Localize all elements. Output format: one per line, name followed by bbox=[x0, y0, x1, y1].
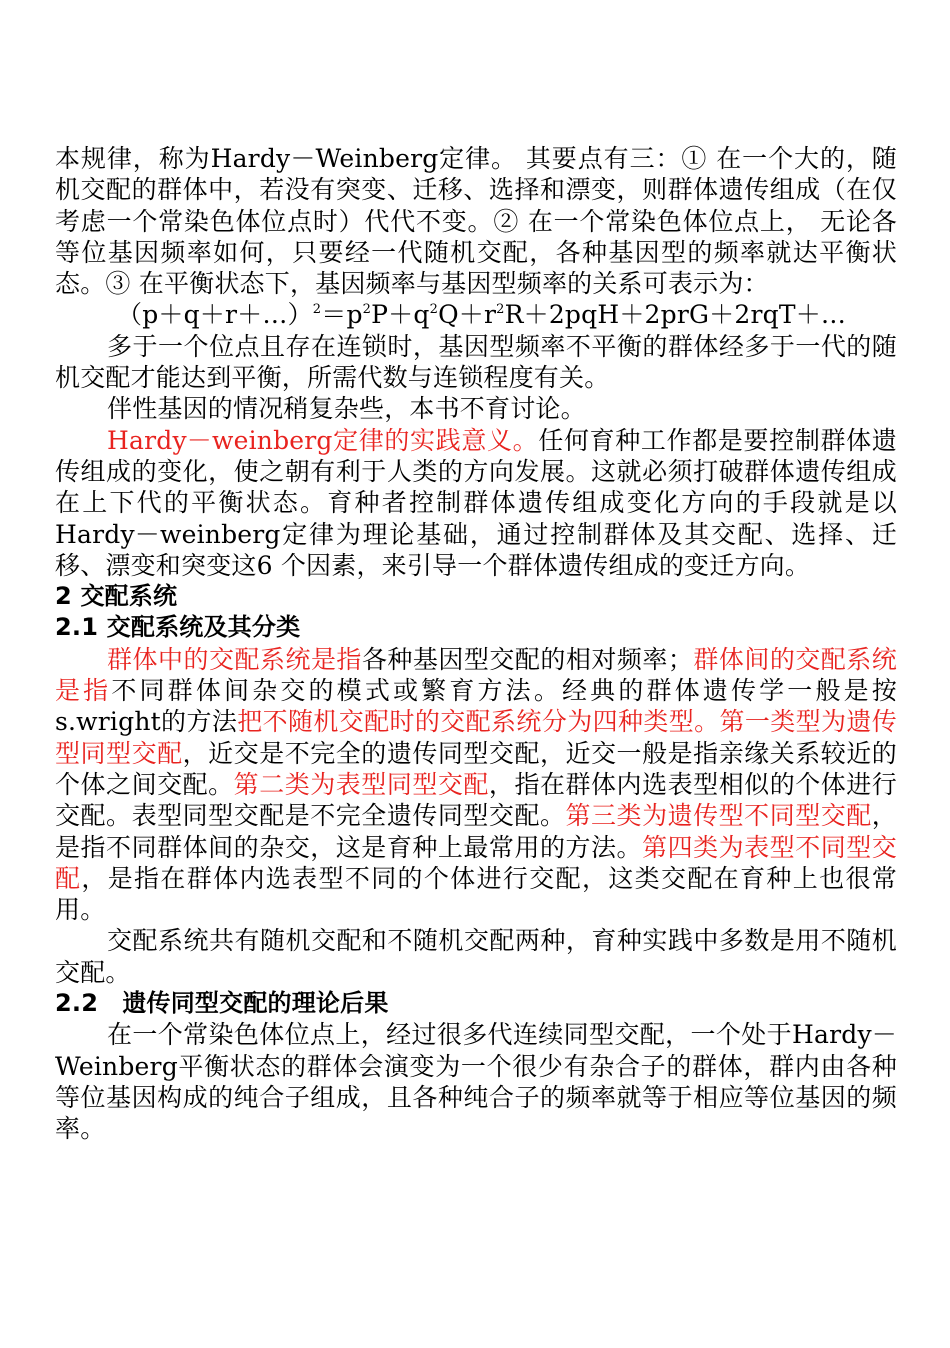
formula-superscript: 2 bbox=[496, 302, 505, 318]
paragraph-hardy-weinberg-law: 本规律，称为Hardy－Weinberg定律。 其要点有三：① 在一个大的，随机交配的群体中，若没有突变、迁移、选择和漂变，则群体遗传组成（在仅考虑一个常染色体位点时）代代不变。② 在一个常染色体位点上， 无论各等位基因频率如何，只要经一代随机交配，各种基因型的频率就达平衡状态。③ 在平衡状态下，基因频率与基因型频率的关系可表示为： bbox=[55, 144, 897, 299]
formula-superscript: 2 bbox=[312, 302, 322, 318]
paragraph-practical-significance bbox=[55, 425, 897, 581]
paragraph-mating-classification bbox=[55, 644, 897, 926]
highlight-text: 第二类为表型同型交配 bbox=[233, 769, 489, 799]
paragraph-sex-linked: 伴性基因的情况稍复杂些，本书不育讨论。 bbox=[107, 394, 586, 424]
formula-superscript: 2 bbox=[362, 302, 372, 318]
body-text: ，近交是不完全的遗传同型交配，近交一般是指亲缘关系较近的个体之间交配。 bbox=[55, 738, 897, 799]
body-text: 任何育种工作都是要控制群体遗传组成的变化，使之朝有利于人类的方向发展。这就必须打破群体遗传组成在上下代的平衡状态。育种者控制群体遗传组成变化方向的手段就是以 Hardy－weinberg定律为理论基础，通过控制群体及其交配、选择、迁移、漂变和突变这6 个因素，来引导一个群体遗传组成的变迁方向。 bbox=[55, 425, 897, 580]
formula-part: P＋q bbox=[371, 300, 430, 330]
formula-part: Q＋r bbox=[438, 300, 497, 330]
paragraph-homozygote-result: 在一个常染色体位点上，经过很多代连续同型交配，一个处于Hardy－Weinberg平衡状态的群体会演变为一个很少有杂合子的群体，群内由各种等位基因构成的纯合子组成，且各种纯合子的频率就等于相应等位基因的频率。 bbox=[55, 1020, 897, 1144]
highlight-text: 第四类为表型不同型交配 bbox=[55, 832, 897, 893]
formula-part: ＝p bbox=[321, 300, 363, 330]
body-text: ，是指不同群体间的杂交，这是育种上最常用的方法。 bbox=[55, 801, 897, 862]
section-heading-mating-system: 2 交配系统 bbox=[55, 582, 178, 611]
highlight-text: 第三类为遗传型不同型交配 bbox=[565, 801, 872, 831]
subsection-heading-assortative-mating: 2.2 遗传同型交配的理论后果 bbox=[55, 989, 389, 1018]
highlight-text: 把不随机交配时的交配系统分为四种类型。第一类型为遗传型同型交配 bbox=[55, 707, 898, 768]
paragraph-random-mating: 交配系统共有随机交配和不随机交配两种，育种实践中多数是用不随机交配。 bbox=[55, 926, 897, 987]
equilibrium-formula bbox=[55, 299, 897, 330]
formula-superscript: 2 bbox=[429, 302, 439, 318]
formula-part: R＋2pqH＋2prG＋2rqT＋… bbox=[504, 300, 847, 330]
paragraph-linkage: 多于一个位点且存在连锁时，基因型频率不平衡的群体经多于一代的随机交配才能达到平衡，所需代数与连锁程度有关。 bbox=[55, 331, 897, 393]
highlight-text: 群体中的交配系统是指 bbox=[107, 644, 362, 674]
highlight-text: 群体间的交配系统是指 bbox=[55, 644, 897, 706]
body-text: ，是指在群体内选表型不同的个体进行交配，这类交配在育种上也很常用。 bbox=[55, 863, 898, 925]
document-body bbox=[55, 143, 897, 1145]
body-text: 各种基因型交配的相对频率； bbox=[361, 644, 694, 674]
body-text: 不同群体间杂交的模式或繁育方法。经典的群体遗传学一般是按s.wright的方法 bbox=[55, 676, 898, 737]
subsection-heading-classification: 2.1 交配系统及其分类 bbox=[55, 613, 301, 642]
body-text: ，指在群体内选表型相似的个体进行交配。表型同型交配是不完全遗传同型交配。 bbox=[55, 769, 897, 831]
formula-part: （p＋q＋r＋…） bbox=[117, 300, 313, 330]
highlight-text: Hardy－weinberg定律的实践意义。 bbox=[107, 425, 539, 455]
